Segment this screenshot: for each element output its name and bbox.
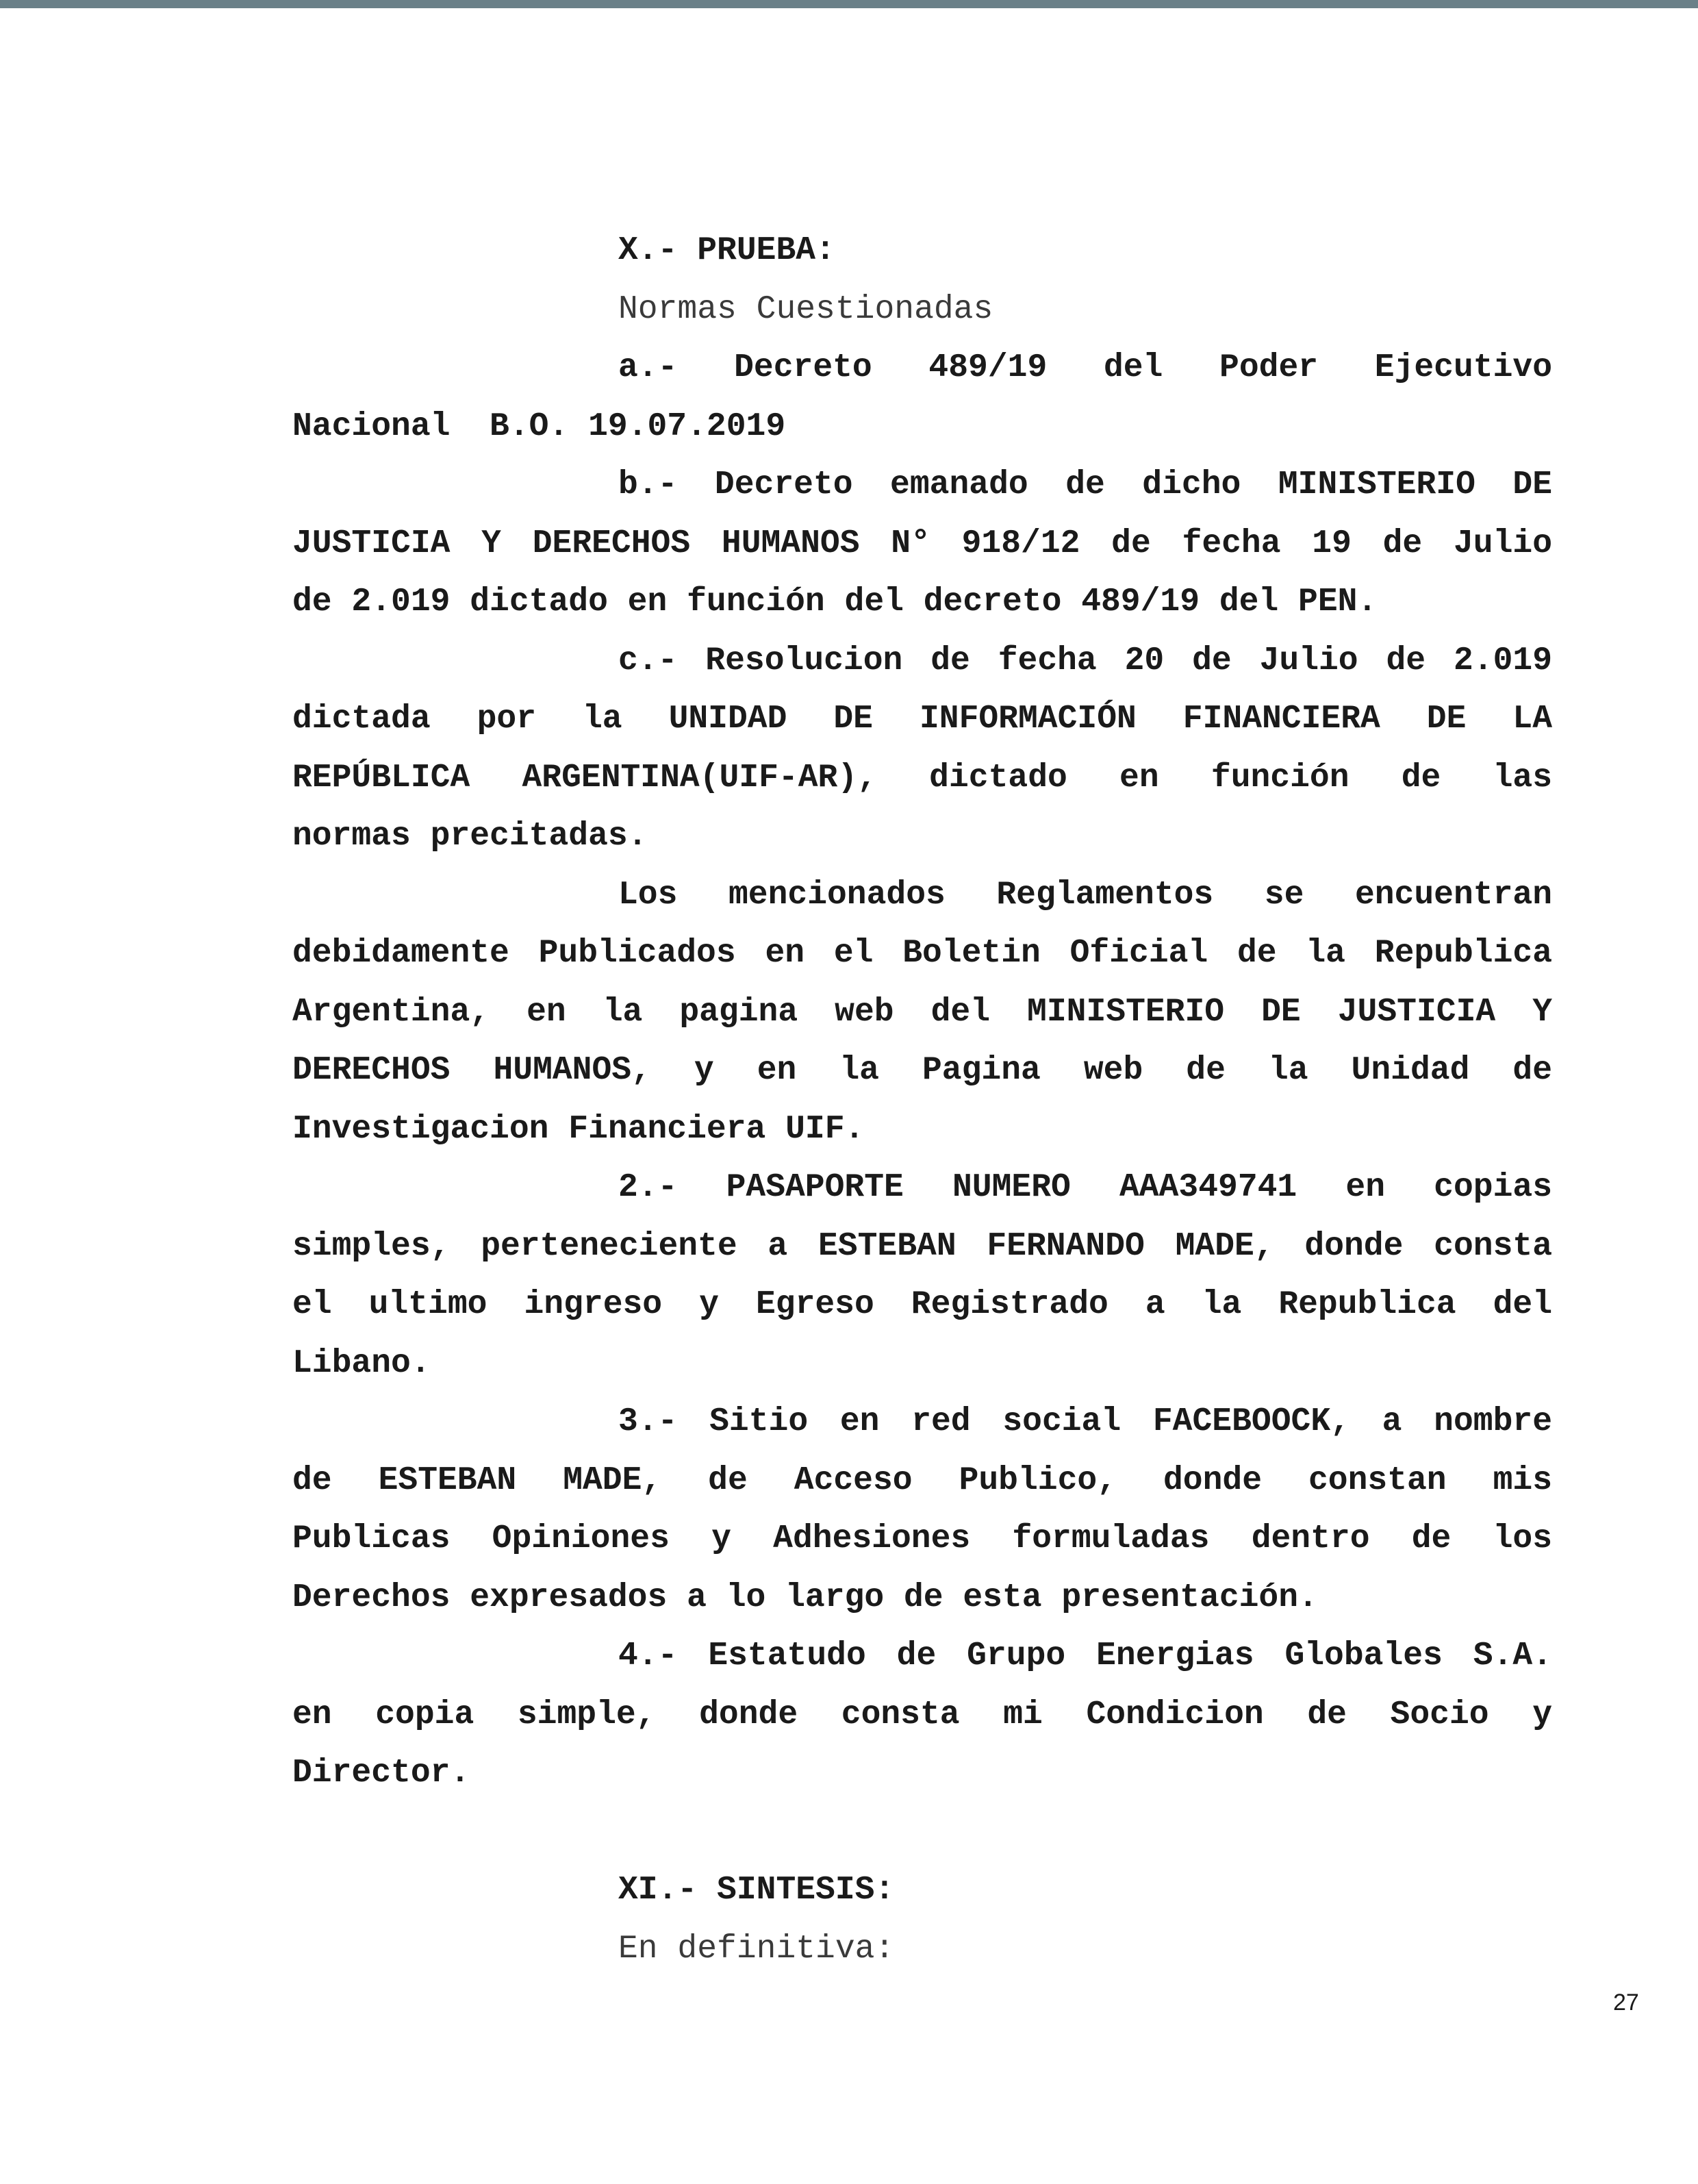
item-4-line-2: en copia simple, donde consta mi Condicion de Socio y (292, 1696, 1552, 1733)
section-x-heading: X.- PRUEBA: (618, 232, 835, 269)
document-body (292, 222, 1552, 1979)
page-number: 27 (1613, 1990, 1639, 2016)
item-2-line-3: el ultimo ingreso y Egreso Registrado a la Republica del (292, 1286, 1552, 1323)
section-x-subheading: Normas Cuestionadas (618, 290, 993, 328)
item-c-line-2: dictada por la UNIDAD DE INFORMACIÓN FINANCIERA DE LA (292, 701, 1552, 738)
item-3-line-4: Derechos expresados a lo largo de esta presentación. (292, 1579, 1318, 1616)
item-4-line-3: Director. (292, 1755, 470, 1792)
item-c-paragraph (292, 632, 1552, 866)
item-4-line-1: 4.- Estatudo de Grupo Energias Globales S.A. (618, 1637, 1552, 1674)
item-c-line-3: REPÚBLICA ARGENTINA(UIF-AR), dictado en función de las (292, 759, 1552, 796)
item-b-line-3: de 2.019 dictado en función del decreto 489/19 del PEN. (292, 583, 1378, 620)
item-2-line-4: Libano. (292, 1344, 431, 1382)
item-c-line-4: normas precitadas. (292, 818, 648, 855)
reglamentos-line-1: Los mencionados Reglamentos se encuentran (618, 876, 1552, 914)
item-3-line-3: Publicas Opiniones y Adhesiones formuladas dentro de los (292, 1520, 1552, 1557)
item-c-line-1: c.- Resolucion de fecha 20 de Julio de 2.019 (618, 642, 1552, 679)
item-a-line-1: a.- Decreto 489/19 del Poder Ejecutivo (618, 349, 1552, 386)
item-2-line-1: 2.- PASAPORTE NUMERO AAA349741 en copias (618, 1169, 1552, 1206)
item-4-paragraph (292, 1627, 1552, 1803)
reglamentos-line-3: Argentina, en la pagina web del MINISTERIO DE JUSTICIA Y (292, 993, 1552, 1031)
item-b-line-1: b.- Decreto emanado de dicho MINISTERIO DE (618, 466, 1552, 503)
top-border-bar (0, 0, 1698, 8)
item-a-paragraph (292, 339, 1552, 456)
reglamentos-paragraph (292, 866, 1552, 1159)
item-3-line-2: de ESTEBAN MADE, de Acceso Publico, donde constan mis (292, 1461, 1552, 1499)
item-a-line-2: Nacional B.O. 19.07.2019 (292, 407, 786, 445)
section-gap (292, 1803, 1552, 1862)
reglamentos-line-5: Investigacion Financiera UIF. (292, 1110, 865, 1148)
section-xi-heading: XI.- SINTESIS: (618, 1872, 895, 1909)
item-b-paragraph (292, 456, 1552, 632)
item-2-paragraph (292, 1159, 1552, 1393)
section-xi-text: En definitiva: (618, 1930, 895, 1968)
reglamentos-line-4: DERECHOS HUMANOS, y en la Pagina web de la Unidad de (292, 1052, 1552, 1089)
item-3-paragraph (292, 1393, 1552, 1627)
item-2-line-2: simples, perteneciente a ESTEBAN FERNANDO MADE, donde consta (292, 1227, 1552, 1265)
item-3-line-1: 3.- Sitio en red social FACEBOOCK, a nombre (618, 1403, 1552, 1440)
item-b-line-2: JUSTICIA Y DERECHOS HUMANOS N° 918/12 de fecha 19 de Julio (292, 525, 1552, 562)
reglamentos-line-2: debidamente Publicados en el Boletin Oficial de la Republica (292, 935, 1552, 972)
